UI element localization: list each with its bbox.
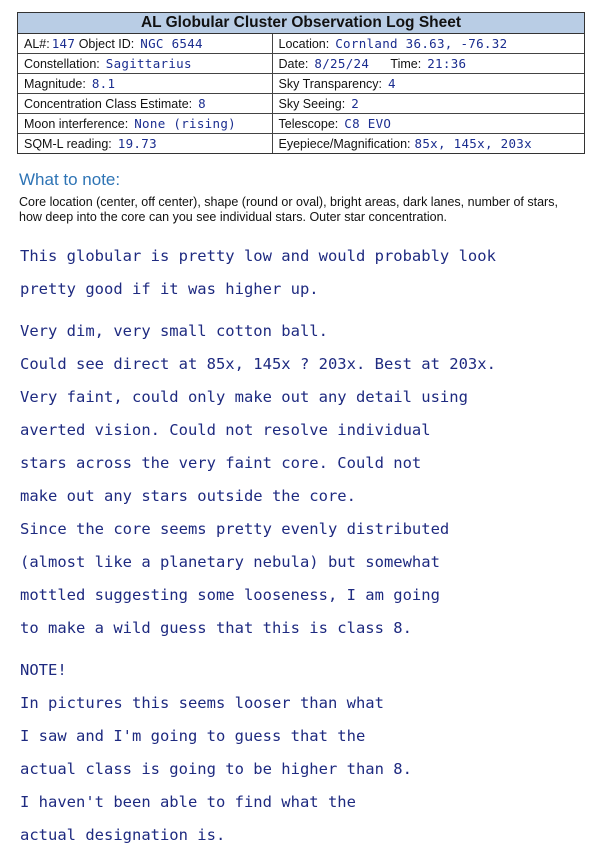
constellation-value[interactable]: Sagittarius xyxy=(105,56,192,71)
note-line: (almost like a planetary nebula) but somewhat xyxy=(20,553,440,571)
note-line: Very faint, could only make out any detail using xyxy=(20,388,468,406)
sqml-label: SQM-L reading: xyxy=(24,137,112,151)
log-fields-table xyxy=(18,34,584,153)
moon-label: Moon interference: xyxy=(24,117,129,131)
note-line: I saw and I'm going to guess that the xyxy=(20,727,366,745)
telescope-value[interactable]: C8 EVO xyxy=(344,116,392,131)
sqml-value[interactable]: 19.73 xyxy=(117,136,157,151)
constellation-cell xyxy=(18,54,272,74)
note-line: I haven't been able to find what the xyxy=(20,793,356,811)
what-to-note-heading: What to note: xyxy=(19,170,121,189)
telescope-label: Telescope: xyxy=(278,117,339,131)
log-sheet xyxy=(17,12,585,154)
transparency-label: Sky Transparency: xyxy=(278,77,383,91)
object-id-label: Object ID: xyxy=(78,37,135,51)
eyepiece-value[interactable]: 85x, 145x, 203x xyxy=(414,136,532,151)
sheet-title: AL Globular Cluster Observation Log Sheet xyxy=(18,13,584,34)
seeing-cell xyxy=(272,94,584,114)
note-line: actual class is going to be higher than 8. xyxy=(20,760,412,778)
note-line: This globular is pretty low and would probably look xyxy=(20,247,496,265)
concentration-value[interactable]: 8 xyxy=(198,96,206,111)
location-cell xyxy=(272,34,584,54)
what-to-note-text: Core location (center, off center), shape (round or oval), bright areas, dark lanes, number of stars, how deep into the core can you see individual stars. Outer star concentration. xyxy=(19,195,558,224)
concentration-cell xyxy=(18,94,272,114)
note-line: Could see direct at 85x, 145x ? 203x. Best at 203x. xyxy=(20,355,496,373)
location-label: Location: xyxy=(278,37,330,51)
date-time-cell xyxy=(272,54,584,74)
note-line: Very dim, very small cotton ball. xyxy=(20,322,328,340)
al-value[interactable]: 147 xyxy=(51,36,76,51)
object-id-value[interactable]: NGC 6544 xyxy=(140,36,203,51)
magnitude-value[interactable]: 8.1 xyxy=(91,76,116,91)
telescope-cell xyxy=(272,114,584,134)
note-line: make out any stars outside the core. xyxy=(20,487,356,505)
note-line: to make a wild guess that this is class 8. xyxy=(20,619,412,637)
seeing-label: Sky Seeing: xyxy=(278,97,346,111)
seeing-value[interactable]: 2 xyxy=(351,96,360,111)
transparency-value[interactable]: 4 xyxy=(388,76,396,91)
transparency-cell xyxy=(272,74,584,94)
note-line: stars across the very faint core. Could not xyxy=(20,454,422,472)
note-line: pretty good if it was higher up. xyxy=(20,280,319,298)
al-object-cell xyxy=(18,34,272,54)
note-line: In pictures this seems looser than what xyxy=(20,694,384,712)
eyepiece-cell xyxy=(272,134,584,154)
handwritten-notes xyxy=(20,240,585,852)
location-value[interactable]: Cornland 36.63, -76.32 xyxy=(335,36,508,51)
concentration-label: Concentration Class Estimate: xyxy=(24,97,193,111)
note-line: Since the core seems pretty evenly distributed xyxy=(20,520,450,538)
time-label: Time: xyxy=(390,57,422,71)
note-line: mottled suggesting some looseness, I am going xyxy=(20,586,440,604)
moon-value[interactable]: None (rising) xyxy=(134,116,236,131)
note-line: actual designation is. xyxy=(20,826,226,844)
sqml-cell xyxy=(18,134,272,154)
eyepiece-label: Eyepiece/Magnification: xyxy=(278,137,411,151)
note-line: averted vision. Could not resolve individual xyxy=(20,421,431,439)
constellation-label: Constellation: xyxy=(24,57,100,71)
date-label: Date: xyxy=(278,57,309,71)
al-label: AL#: xyxy=(24,37,50,51)
time-value[interactable]: 21:36 xyxy=(427,56,467,71)
date-value[interactable]: 8/25/24 xyxy=(314,56,370,71)
magnitude-cell xyxy=(18,74,272,94)
moon-cell xyxy=(18,114,272,134)
magnitude-label: Magnitude: xyxy=(24,77,86,91)
note-heading: NOTE! xyxy=(20,661,67,679)
